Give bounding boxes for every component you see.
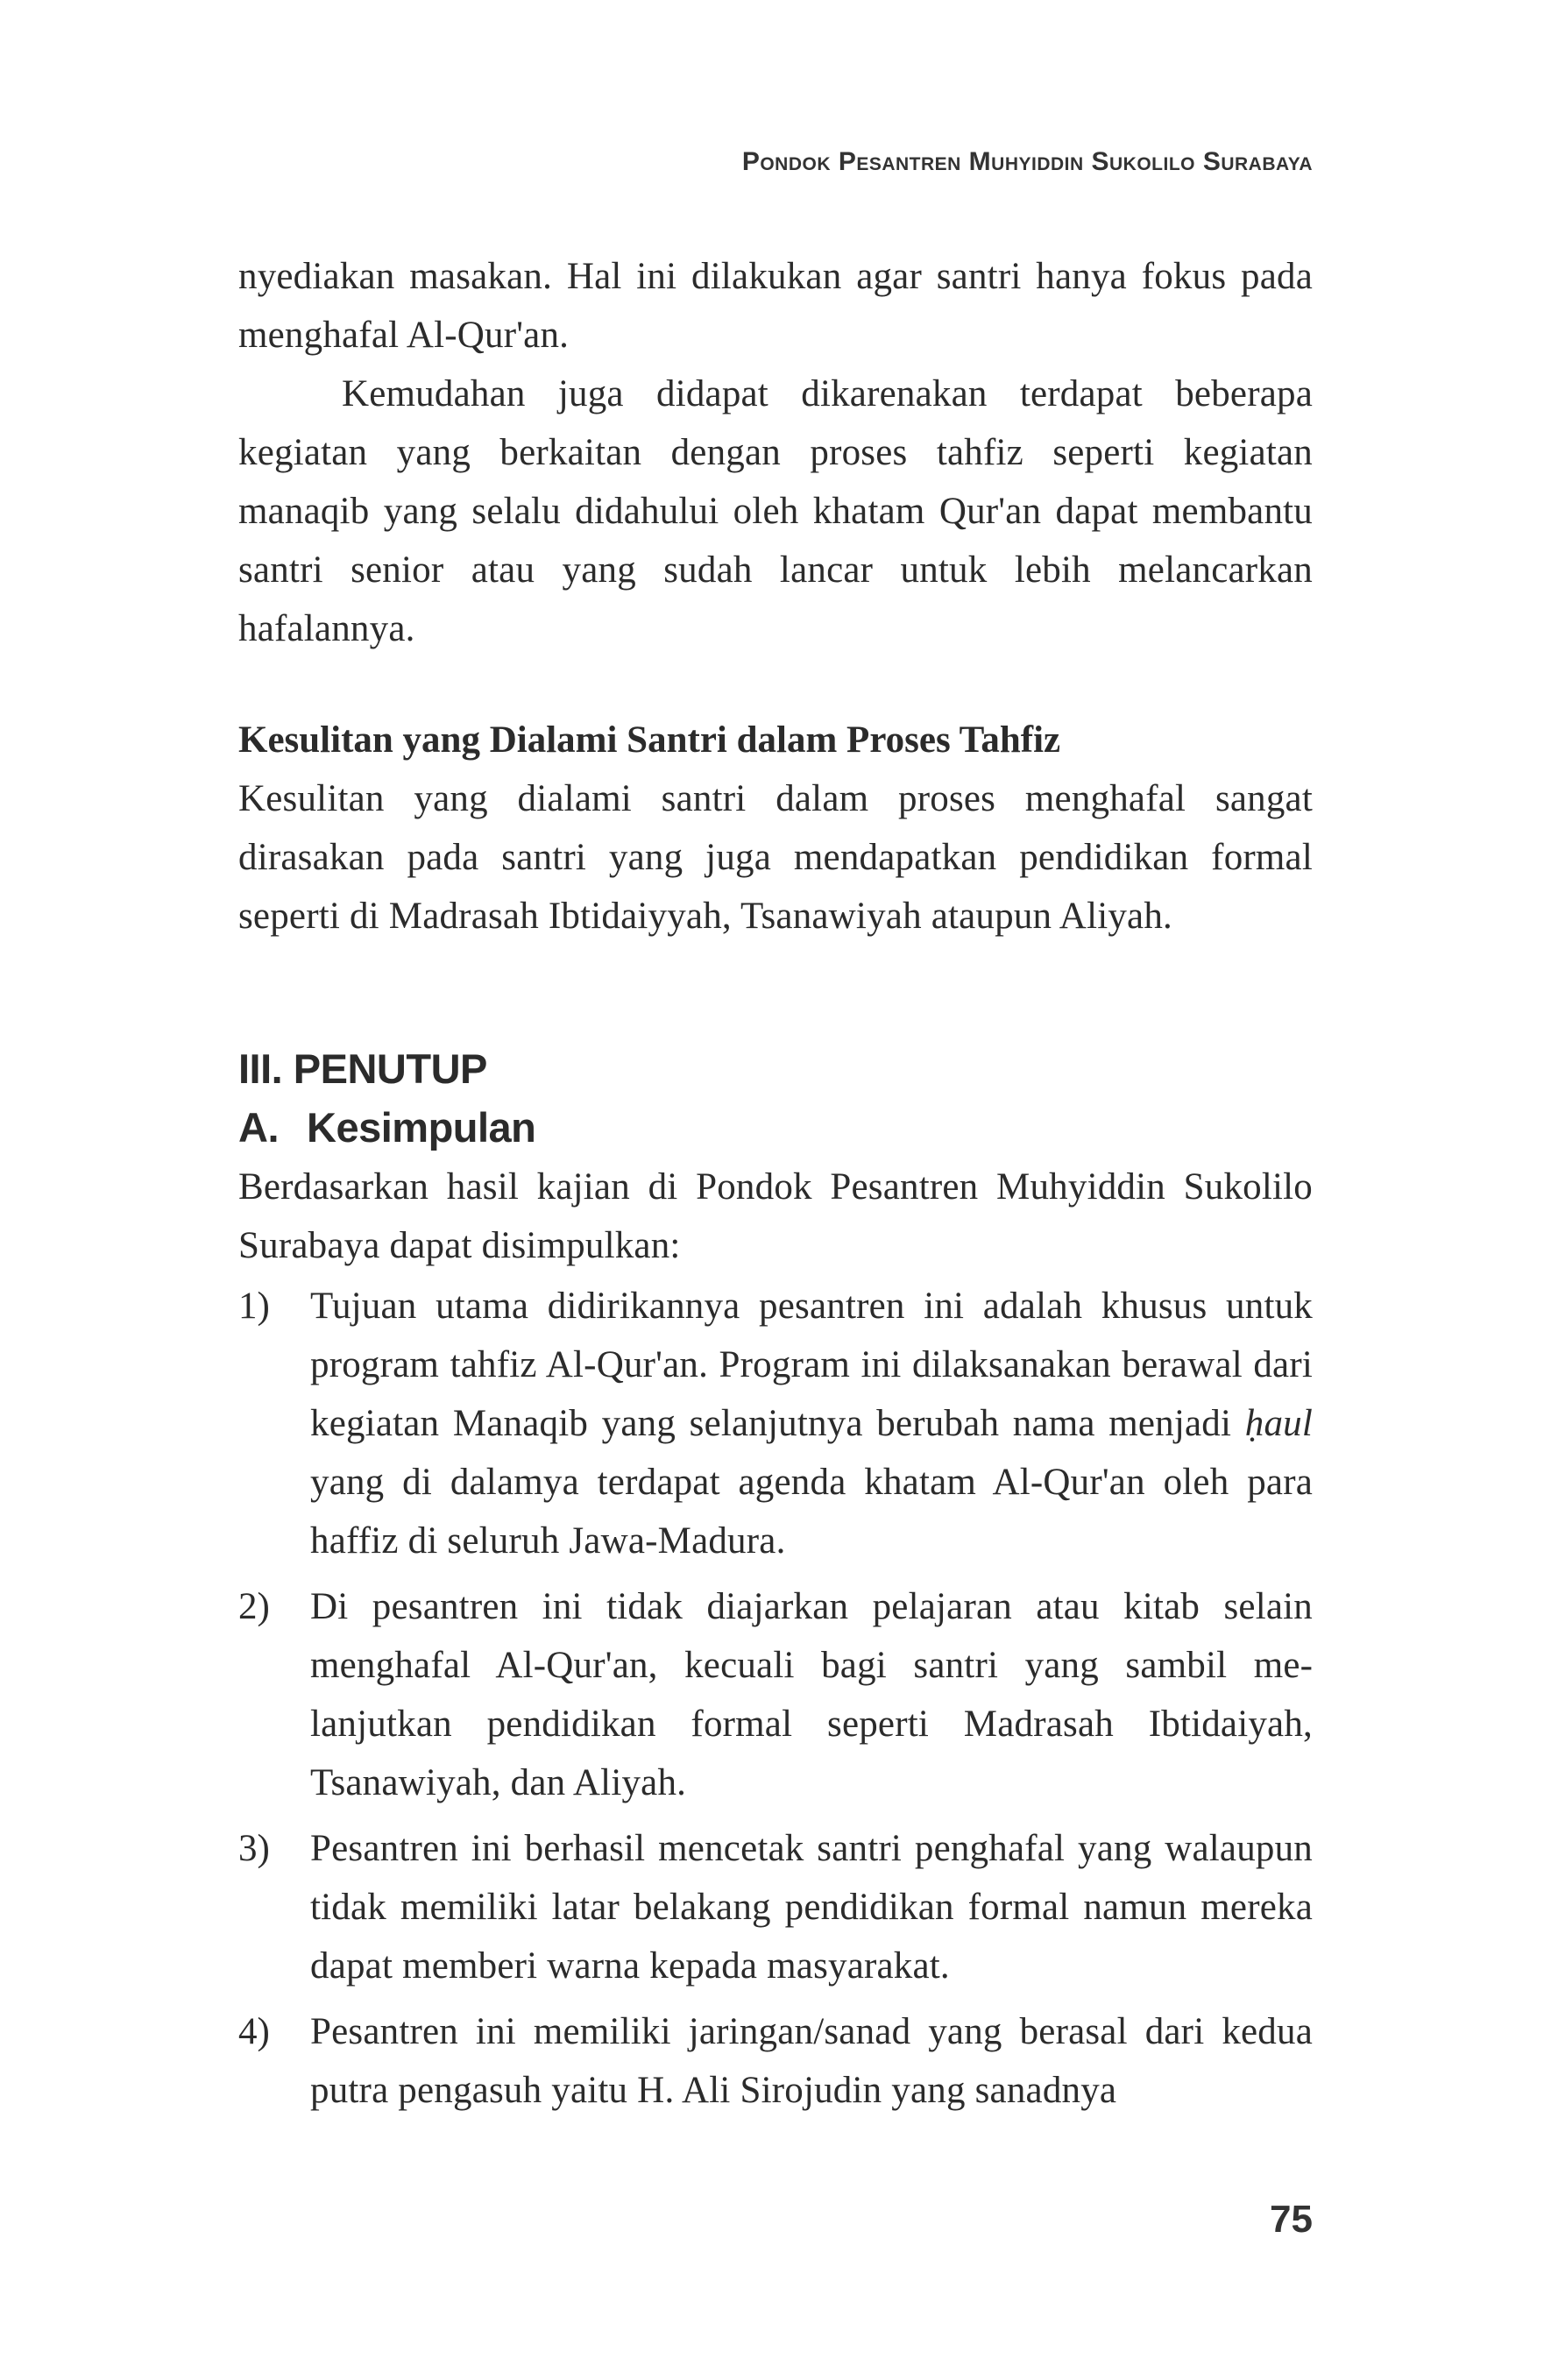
list-item [238,1577,1313,1812]
list-text-part: yang di dalamya terdapat agenda khatam Al-Qur'an oleh para haffiz di seluruh Jawa-Madura. [310,1462,1313,1562]
list-item [238,2002,1313,2120]
paragraph-kemudahan: Kemudahan juga didapat dikarenakan terdapat beberapa kegiatan yang berkaitan dengan proses tahfiz seperti kegiatan manaqib yang selalu didahului oleh khatam Qur'an dapat membantu santri senior atau yang sudah lancar untuk lebih melancarkan hafalannya. [238,373,1313,649]
section-intro: Berdasarkan hasil kajian di Pondok Pesantren Muhyiddin Sukolilo Surabaya dapat disimpulkan: [238,1166,1313,1266]
subsection-heading: Kesulitan yang Dialami Santri dalam Proses Tahfiz [238,719,1061,761]
list-text-part: Tujuan utama didirikannya pesantren ini adalah khusus untuk program tahfiz Al-Qur'an. Program ini dilaksanakan berawal dari kegiatan Manaqib yang selanjutnya berubah nama menjadi [310,1286,1313,1444]
running-header: Pondok Pesantren Muhyiddin Sukolilo Surabaya [741,147,1313,176]
list-number: 4) [238,2011,270,2052]
list-number: 1) [238,1286,270,1327]
section-title: Kesimpulan [307,1104,536,1151]
chapter-heading: III. PENUTUP [238,1045,487,1092]
italic-term: ḥaul [1244,1403,1313,1444]
list-number: 3) [238,1828,270,1869]
list-item [238,1277,1313,1570]
page-content [238,247,1313,2127]
page-number: 75 [1270,2198,1313,2241]
conclusion-list [238,1277,1313,2120]
list-item-text: Pesantren ini berhasil mencetak santri penghafal yang walaupun tidak memiliki latar belakang pendidikan formal namun mereka dapat memberi warna kepada masyarakat. [310,1828,1313,1987]
list-number: 2) [238,1586,270,1627]
subsection-body: Kesulitan yang dialami santri dalam proses menghafal sangat dirasakan pada santri yang juga mendapatkan pendidikan formal seperti di Madrasah Ibtidaiyyah, Tsanawiyah ataupun Aliyah. [238,778,1313,937]
section-number: A. [238,1104,279,1151]
list-item [238,1819,1313,1995]
section-heading [238,1098,1313,1158]
paragraph-continuation: nyediakan masakan. Hal ini dilakukan agar santri hanya fokus pada menghafal Al-Qur'an. [238,256,1313,356]
list-item-text: Pesantren ini memiliki jaringan/sanad yang berasal dari kedua putra pengasuh yaitu H. Ali Sirojudin yang sanadnya [310,2011,1313,2111]
list-item-text [310,1277,1313,1570]
list-item-text: Di pesantren ini tidak diajarkan pelajaran atau kitab selain menghafal Al-Qur'an, kecuali bagi santri yang sambil melanjutkan pendidikan formal seperti Madrasah Ibtidaiyah, Tsanawiyah, dan Aliyah. [310,1586,1313,1803]
